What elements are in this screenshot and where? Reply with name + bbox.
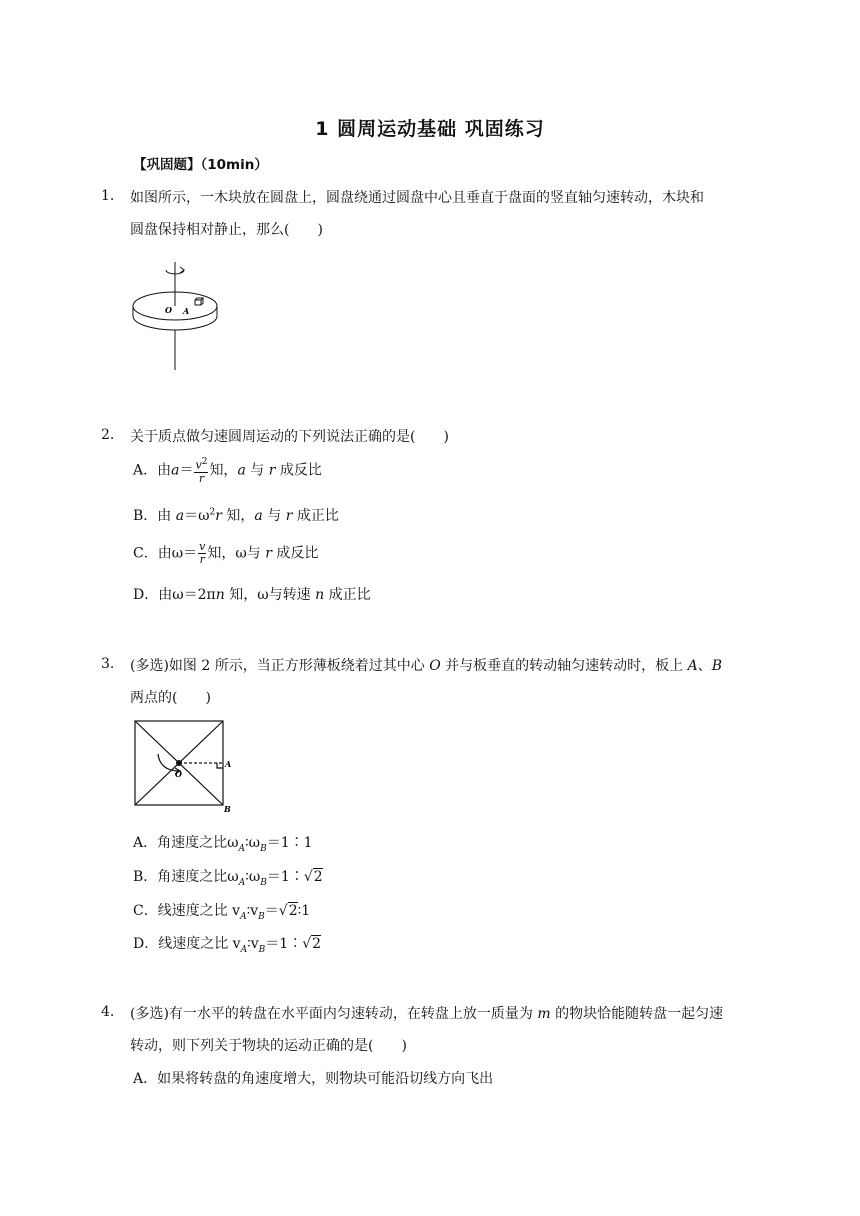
opt-text: ∶1 bbox=[297, 903, 311, 919]
opt-text: ∶ω bbox=[245, 835, 261, 851]
opt-text: 与 bbox=[262, 508, 286, 524]
right-angle-mark bbox=[217, 763, 223, 768]
square-plate-figure bbox=[128, 716, 238, 814]
sub-b: B bbox=[260, 843, 267, 854]
opt-text: D．线速度之比 v bbox=[133, 936, 241, 952]
opt-text: C．线速度之比 v bbox=[133, 903, 241, 919]
opt-text: ＝1∶ bbox=[265, 936, 303, 952]
var-a: a bbox=[171, 462, 180, 479]
plate-label-a: A bbox=[225, 759, 232, 769]
var-A: A bbox=[687, 658, 698, 674]
disc-side bbox=[133, 306, 217, 330]
opt-text: B．角速度之比ω bbox=[133, 869, 239, 885]
sqrt-icon: √ bbox=[278, 903, 288, 919]
question-2-option-b bbox=[133, 505, 339, 525]
wood-block bbox=[195, 300, 201, 305]
opt-text: ∶v bbox=[246, 903, 259, 919]
q4-text: 的物块恰能随转盘一起匀速 bbox=[550, 1006, 724, 1022]
opt-text: A．角速度之比ω bbox=[133, 835, 239, 851]
q3-text: (多选)如图 2 所示，当正方形薄板绕着过其中心 bbox=[130, 658, 430, 674]
opt-text: ＝1∶ bbox=[266, 869, 304, 885]
sqrt-icon: √ bbox=[303, 869, 313, 885]
disc-label-a: A bbox=[183, 306, 190, 316]
question-3-option-b bbox=[133, 866, 323, 888]
center-point bbox=[176, 760, 182, 766]
var-o: O bbox=[429, 658, 441, 674]
opt-text: ∶v bbox=[247, 936, 259, 952]
opt-text: 成正比 bbox=[324, 587, 371, 603]
sub-b: B bbox=[260, 877, 267, 888]
opt-eq: ＝ bbox=[179, 462, 194, 479]
question-3-option-d bbox=[133, 933, 321, 955]
sub-a: A bbox=[240, 944, 248, 955]
section-heading: 【巩固题】（10min） bbox=[133, 157, 268, 173]
question-3-text bbox=[130, 650, 770, 714]
sqrt-icon: √ bbox=[302, 936, 312, 952]
opt-text: D．由ω＝2π bbox=[133, 587, 216, 603]
q3-text: 、 bbox=[697, 658, 712, 674]
opt-text: 成反比 bbox=[275, 462, 322, 479]
var-r: r bbox=[268, 462, 276, 479]
opt-text: ＝1∶1 bbox=[266, 835, 313, 851]
var-r: r bbox=[285, 508, 293, 524]
sub-a: A bbox=[238, 843, 246, 854]
question-3-number: 3. bbox=[101, 656, 115, 672]
opt-text: 成反比 bbox=[271, 545, 319, 562]
question-4-line-1 bbox=[130, 998, 770, 1030]
opt-text: 知，ω与 bbox=[207, 545, 266, 562]
var-a: a bbox=[175, 508, 185, 524]
rotating-disc-figure bbox=[128, 256, 228, 374]
opt-text: B．由 bbox=[133, 508, 176, 524]
question-4-text bbox=[130, 998, 770, 1062]
question-1-line-1: 如图所示，一木块放在圆盘上，圆盘绕通过圆盘中心且垂直于盘面的竖直轴匀速转动，木块和 bbox=[130, 190, 704, 206]
sqrt-value: 2 bbox=[288, 903, 298, 919]
var-r: r bbox=[199, 553, 205, 566]
opt-text: 与 bbox=[245, 462, 269, 479]
question-3-option-a bbox=[133, 832, 313, 854]
plate-label-o: O bbox=[175, 769, 182, 779]
opt-text: 成正比 bbox=[292, 508, 339, 524]
plate-label-b: B bbox=[224, 804, 231, 814]
opt-text: 知， bbox=[221, 508, 255, 524]
opt-text: 知，ω与转速 bbox=[224, 587, 316, 603]
question-2-option-c bbox=[133, 541, 318, 566]
question-3-line-2: 两点的( ) bbox=[130, 690, 211, 706]
sub-b: B bbox=[258, 911, 265, 922]
sqrt-value: 2 bbox=[312, 936, 322, 952]
sup-2: 2 bbox=[209, 507, 216, 518]
sub-b: B bbox=[258, 944, 266, 955]
var-B: B bbox=[711, 658, 722, 674]
sub-a: A bbox=[240, 911, 247, 922]
question-2-text: 关于质点做匀速圆周运动的下列说法正确的是( ) bbox=[130, 429, 449, 445]
disc-label-o: O bbox=[165, 305, 172, 315]
var-v: v bbox=[195, 458, 202, 472]
q3-text: 并与板垂直的转动轴匀速转动时，板上 bbox=[440, 658, 688, 674]
var-m: m bbox=[537, 1006, 551, 1022]
question-1-line-2: 圆盘保持相对静止，那么( ) bbox=[130, 222, 323, 238]
fraction-v2-over-r bbox=[194, 456, 208, 485]
opt-text: 知， bbox=[209, 462, 238, 479]
sup-2: 2 bbox=[201, 457, 208, 467]
q4-text: (多选)有一水平的转盘在水平面内匀速转动，在转盘上放一质量为 bbox=[130, 1006, 538, 1022]
question-3-line-1 bbox=[130, 650, 770, 682]
opt-text: ∶ω bbox=[245, 869, 261, 885]
sqrt-value: 2 bbox=[313, 869, 323, 885]
question-2-number: 2. bbox=[101, 427, 115, 443]
opt-text: C．由ω＝ bbox=[133, 545, 198, 562]
question-1-text bbox=[130, 182, 770, 246]
opt-text: A．由 bbox=[133, 462, 172, 479]
fraction-v-over-r bbox=[198, 541, 206, 566]
var-n: n bbox=[215, 587, 225, 603]
question-2-option-a bbox=[133, 456, 322, 485]
question-4-number: 4. bbox=[101, 1004, 115, 1020]
var-a: a bbox=[254, 508, 263, 524]
var-r: r bbox=[265, 545, 272, 562]
page-title: 1 圆周运动基础 巩固练习 bbox=[315, 118, 545, 140]
opt-text: ＝ bbox=[264, 903, 279, 919]
question-4-line-2: 转动，则下列关于物块的运动正确的是( ) bbox=[130, 1038, 407, 1054]
var-n: n bbox=[315, 587, 325, 603]
opt-eq: ＝ω bbox=[184, 508, 210, 524]
question-2-option-d bbox=[133, 584, 371, 604]
var-r: r bbox=[215, 508, 222, 524]
var-v: v bbox=[199, 540, 206, 553]
sub-a: A bbox=[238, 877, 246, 888]
question-4-option-a: A．如果将转盘的角速度增大，则物块可能沿切线方向飞出 bbox=[133, 1071, 494, 1087]
question-1-number: 1. bbox=[101, 188, 115, 204]
var-a: a bbox=[237, 462, 246, 479]
question-3-option-c bbox=[133, 900, 310, 922]
var-r: r bbox=[198, 471, 205, 485]
